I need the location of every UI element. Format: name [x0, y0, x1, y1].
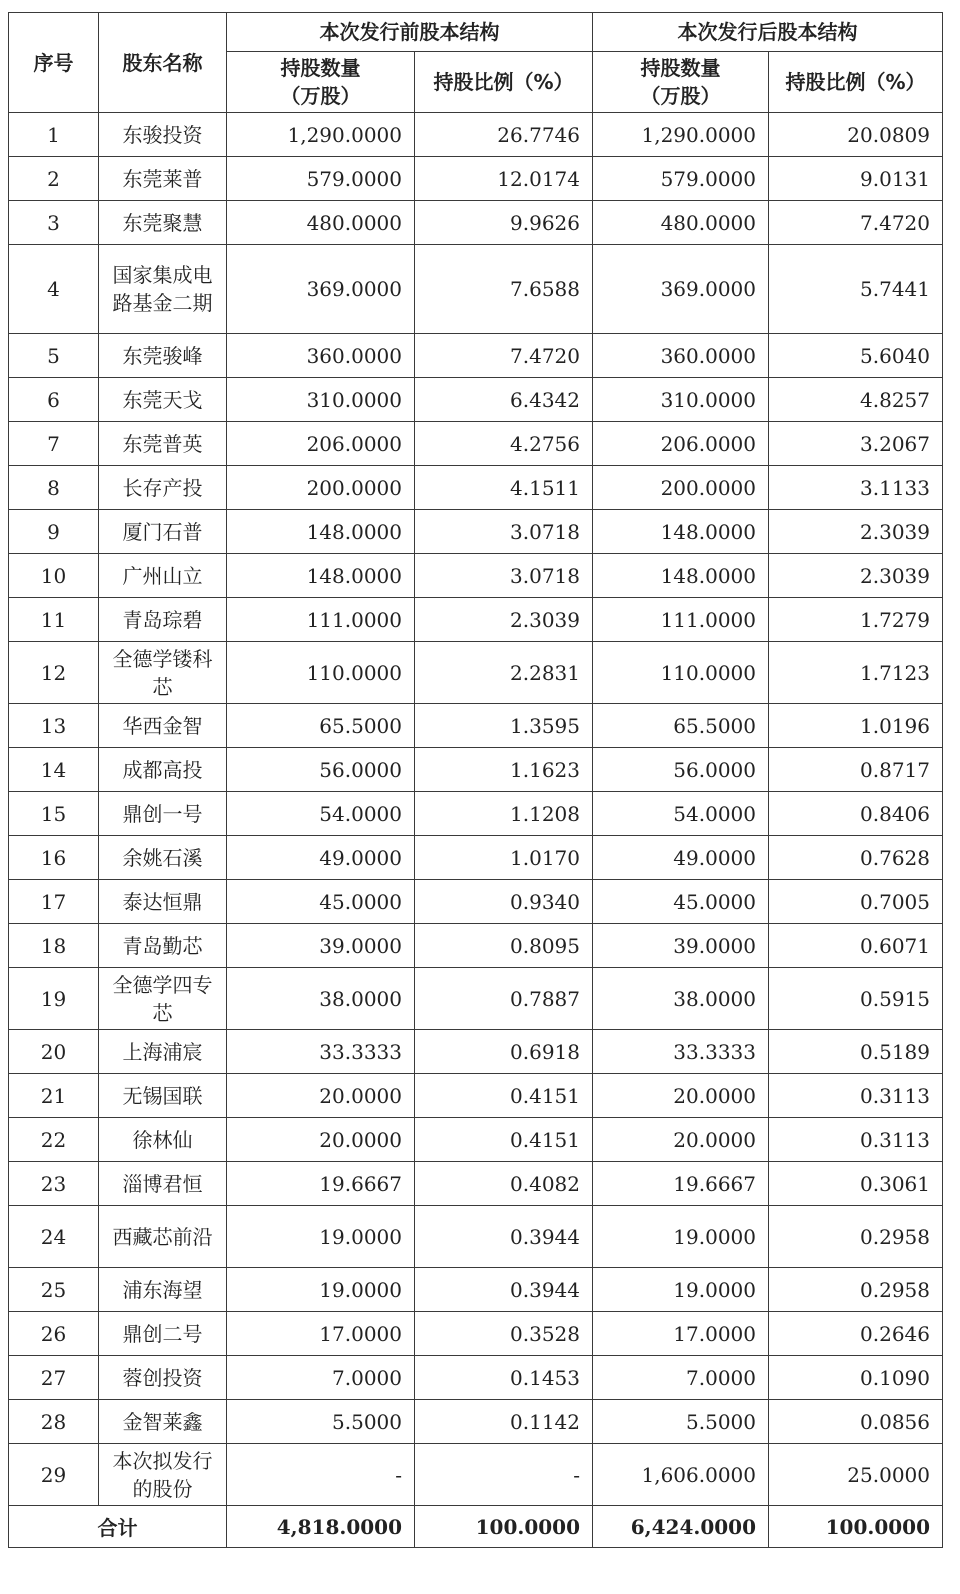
row-after-shares: 17.0000	[593, 1312, 769, 1356]
row-before-ratio: 26.7746	[415, 113, 593, 157]
row-before-shares: 369.0000	[227, 245, 415, 334]
row-seq: 22	[9, 1118, 99, 1162]
row-seq: 23	[9, 1162, 99, 1206]
row-after-shares: 480.0000	[593, 201, 769, 245]
row-seq: 10	[9, 554, 99, 598]
row-shareholder-name: 余姚石溪	[99, 836, 227, 880]
row-shareholder-name: 上海浦宸	[99, 1030, 227, 1074]
row-before-shares: 1,290.0000	[227, 113, 415, 157]
total-after-ratio: 100.0000	[769, 1506, 943, 1548]
row-after-ratio: 7.4720	[769, 201, 943, 245]
col-header-seq: 序号	[9, 13, 99, 113]
row-after-shares: 148.0000	[593, 510, 769, 554]
row-before-ratio: 0.3944	[415, 1268, 593, 1312]
row-shareholder-name: 华西金智	[99, 704, 227, 748]
row-before-ratio: 6.4342	[415, 378, 593, 422]
row-shareholder-name: 无锡国联	[99, 1074, 227, 1118]
row-after-shares: 19.0000	[593, 1206, 769, 1268]
row-seq: 24	[9, 1206, 99, 1268]
table-row	[9, 1162, 943, 1206]
row-after-shares: 360.0000	[593, 334, 769, 378]
row-shareholder-name: 鼎创二号	[99, 1312, 227, 1356]
row-after-shares: 148.0000	[593, 554, 769, 598]
table-row	[9, 378, 943, 422]
row-shareholder-name: 国家集成电路基金二期	[99, 245, 227, 334]
row-shareholder-name: 鼎创一号	[99, 792, 227, 836]
row-after-shares: 200.0000	[593, 466, 769, 510]
row-before-ratio: 1.3595	[415, 704, 593, 748]
row-before-ratio: 0.1453	[415, 1356, 593, 1400]
row-before-shares: 39.0000	[227, 924, 415, 968]
row-before-shares: 54.0000	[227, 792, 415, 836]
row-before-ratio: 0.4082	[415, 1162, 593, 1206]
row-before-ratio: 7.6588	[415, 245, 593, 334]
row-seq: 16	[9, 836, 99, 880]
row-after-shares: 579.0000	[593, 157, 769, 201]
table-row	[9, 880, 943, 924]
row-after-ratio: 2.3039	[769, 554, 943, 598]
row-after-shares: 20.0000	[593, 1074, 769, 1118]
table-row	[9, 422, 943, 466]
group-header-before: 本次发行前股本结构	[227, 13, 593, 52]
row-after-ratio: 0.8406	[769, 792, 943, 836]
row-after-ratio: 0.2646	[769, 1312, 943, 1356]
row-seq: 25	[9, 1268, 99, 1312]
row-after-ratio: 3.2067	[769, 422, 943, 466]
row-after-ratio: 1.7279	[769, 598, 943, 642]
row-before-ratio: 0.4151	[415, 1074, 593, 1118]
row-before-ratio: 0.6918	[415, 1030, 593, 1074]
row-before-shares: 110.0000	[227, 642, 415, 704]
table-row	[9, 510, 943, 554]
row-seq: 13	[9, 704, 99, 748]
row-before-shares: 206.0000	[227, 422, 415, 466]
row-seq: 28	[9, 1400, 99, 1444]
row-before-ratio: 0.3528	[415, 1312, 593, 1356]
table-row	[9, 157, 943, 201]
row-after-ratio: 0.2958	[769, 1268, 943, 1312]
row-before-shares: 360.0000	[227, 334, 415, 378]
row-shareholder-name: 泰达恒鼎	[99, 880, 227, 924]
row-after-shares: 5.5000	[593, 1400, 769, 1444]
row-before-ratio: 4.2756	[415, 422, 593, 466]
row-seq: 3	[9, 201, 99, 245]
row-before-shares: 56.0000	[227, 748, 415, 792]
table-row	[9, 1444, 943, 1506]
row-after-ratio: 0.3113	[769, 1118, 943, 1162]
table-row	[9, 1206, 943, 1268]
col-header-before-shares: 持股数量（万股）	[227, 52, 415, 113]
table-row	[9, 1356, 943, 1400]
row-before-shares: -	[227, 1444, 415, 1506]
row-before-ratio: 1.1208	[415, 792, 593, 836]
table-row	[9, 201, 943, 245]
row-after-shares: 56.0000	[593, 748, 769, 792]
row-before-shares: 17.0000	[227, 1312, 415, 1356]
row-before-shares: 19.6667	[227, 1162, 415, 1206]
table-row	[9, 334, 943, 378]
row-shareholder-name: 浦东海望	[99, 1268, 227, 1312]
row-seq: 18	[9, 924, 99, 968]
row-after-ratio: 2.3039	[769, 510, 943, 554]
table-row	[9, 245, 943, 334]
row-before-shares: 20.0000	[227, 1074, 415, 1118]
row-before-shares: 310.0000	[227, 378, 415, 422]
total-before-ratio: 100.0000	[415, 1506, 593, 1548]
table-row	[9, 1030, 943, 1074]
row-before-shares: 5.5000	[227, 1400, 415, 1444]
shareholding-table	[8, 12, 943, 1548]
row-before-shares: 38.0000	[227, 968, 415, 1030]
table-row	[9, 748, 943, 792]
row-after-ratio: 0.7005	[769, 880, 943, 924]
table-row	[9, 1268, 943, 1312]
row-before-shares: 45.0000	[227, 880, 415, 924]
row-after-ratio: 0.6071	[769, 924, 943, 968]
row-after-ratio: 0.0856	[769, 1400, 943, 1444]
row-before-ratio: 12.0174	[415, 157, 593, 201]
total-after-shares: 6,424.0000	[593, 1506, 769, 1548]
row-after-ratio: 0.5189	[769, 1030, 943, 1074]
row-seq: 12	[9, 642, 99, 704]
row-shareholder-name: 长存产投	[99, 466, 227, 510]
row-before-ratio: 2.3039	[415, 598, 593, 642]
row-seq: 8	[9, 466, 99, 510]
table-row	[9, 792, 943, 836]
table-row	[9, 554, 943, 598]
row-seq: 26	[9, 1312, 99, 1356]
row-after-ratio: 25.0000	[769, 1444, 943, 1506]
row-shareholder-name: 成都高投	[99, 748, 227, 792]
row-after-shares: 110.0000	[593, 642, 769, 704]
row-after-ratio: 4.8257	[769, 378, 943, 422]
row-after-ratio: 0.1090	[769, 1356, 943, 1400]
row-after-ratio: 20.0809	[769, 113, 943, 157]
group-header-after: 本次发行后股本结构	[593, 13, 943, 52]
table-row	[9, 704, 943, 748]
row-seq: 6	[9, 378, 99, 422]
row-before-ratio: 1.1623	[415, 748, 593, 792]
row-shareholder-name: 青岛勤芯	[99, 924, 227, 968]
row-shareholder-name: 徐林仙	[99, 1118, 227, 1162]
total-label: 合计	[9, 1506, 227, 1548]
row-after-shares: 19.6667	[593, 1162, 769, 1206]
row-shareholder-name: 青岛琮碧	[99, 598, 227, 642]
total-row	[9, 1506, 943, 1548]
row-shareholder-name: 东莞聚慧	[99, 201, 227, 245]
col-header-before-ratio: 持股比例（%）	[415, 52, 593, 113]
table-body	[9, 113, 943, 1548]
row-before-shares: 19.0000	[227, 1206, 415, 1268]
row-after-shares: 39.0000	[593, 924, 769, 968]
row-before-shares: 7.0000	[227, 1356, 415, 1400]
row-before-ratio: -	[415, 1444, 593, 1506]
row-before-ratio: 7.4720	[415, 334, 593, 378]
row-after-shares: 310.0000	[593, 378, 769, 422]
row-after-shares: 33.3333	[593, 1030, 769, 1074]
row-before-ratio: 0.3944	[415, 1206, 593, 1268]
table-row	[9, 1400, 943, 1444]
row-before-shares: 148.0000	[227, 510, 415, 554]
row-after-shares: 1,290.0000	[593, 113, 769, 157]
row-after-ratio: 0.5915	[769, 968, 943, 1030]
row-before-shares: 20.0000	[227, 1118, 415, 1162]
row-after-shares: 54.0000	[593, 792, 769, 836]
row-seq: 20	[9, 1030, 99, 1074]
col-header-name: 股东名称	[99, 13, 227, 113]
row-before-ratio: 9.9626	[415, 201, 593, 245]
row-after-shares: 369.0000	[593, 245, 769, 334]
table-row	[9, 1074, 943, 1118]
row-before-ratio: 3.0718	[415, 554, 593, 598]
row-shareholder-name: 淄博君恒	[99, 1162, 227, 1206]
row-seq: 4	[9, 245, 99, 334]
row-after-shares: 1,606.0000	[593, 1444, 769, 1506]
row-before-shares: 148.0000	[227, 554, 415, 598]
row-after-shares: 49.0000	[593, 836, 769, 880]
table-row	[9, 466, 943, 510]
table-row	[9, 924, 943, 968]
table-row	[9, 642, 943, 704]
row-shareholder-name: 东骏投资	[99, 113, 227, 157]
row-after-ratio: 0.2958	[769, 1206, 943, 1268]
row-after-ratio: 0.3061	[769, 1162, 943, 1206]
row-after-ratio: 9.0131	[769, 157, 943, 201]
row-after-ratio: 0.7628	[769, 836, 943, 880]
row-after-shares: 65.5000	[593, 704, 769, 748]
row-after-ratio: 0.8717	[769, 748, 943, 792]
row-shareholder-name: 厦门石普	[99, 510, 227, 554]
row-before-ratio: 2.2831	[415, 642, 593, 704]
row-seq: 17	[9, 880, 99, 924]
row-seq: 27	[9, 1356, 99, 1400]
row-before-ratio: 3.0718	[415, 510, 593, 554]
total-before-shares: 4,818.0000	[227, 1506, 415, 1548]
row-seq: 29	[9, 1444, 99, 1506]
row-after-shares: 206.0000	[593, 422, 769, 466]
row-after-shares: 19.0000	[593, 1268, 769, 1312]
row-after-ratio: 0.3113	[769, 1074, 943, 1118]
table-row	[9, 968, 943, 1030]
row-before-ratio: 0.8095	[415, 924, 593, 968]
row-before-shares: 49.0000	[227, 836, 415, 880]
row-shareholder-name: 东莞普英	[99, 422, 227, 466]
row-shareholder-name: 金智莱鑫	[99, 1400, 227, 1444]
row-seq: 21	[9, 1074, 99, 1118]
row-shareholder-name: 东莞天戈	[99, 378, 227, 422]
row-before-shares: 33.3333	[227, 1030, 415, 1074]
table-row	[9, 1312, 943, 1356]
row-before-ratio: 4.1511	[415, 466, 593, 510]
col-header-after-ratio: 持股比例（%）	[769, 52, 943, 113]
row-after-ratio: 5.7441	[769, 245, 943, 334]
row-seq: 5	[9, 334, 99, 378]
row-after-shares: 20.0000	[593, 1118, 769, 1162]
row-seq: 15	[9, 792, 99, 836]
row-after-shares: 45.0000	[593, 880, 769, 924]
row-after-shares: 7.0000	[593, 1356, 769, 1400]
table-row	[9, 598, 943, 642]
row-after-ratio: 5.6040	[769, 334, 943, 378]
row-shareholder-name: 本次拟发行的股份	[99, 1444, 227, 1506]
row-after-ratio: 1.0196	[769, 704, 943, 748]
row-shareholder-name: 全德学四专芯	[99, 968, 227, 1030]
col-header-after-shares: 持股数量（万股）	[593, 52, 769, 113]
row-seq: 9	[9, 510, 99, 554]
row-shareholder-name: 蓉创投资	[99, 1356, 227, 1400]
row-shareholder-name: 东莞骏峰	[99, 334, 227, 378]
row-shareholder-name: 东莞莱普	[99, 157, 227, 201]
row-seq: 11	[9, 598, 99, 642]
row-before-shares: 65.5000	[227, 704, 415, 748]
row-before-shares: 480.0000	[227, 201, 415, 245]
row-before-ratio: 0.9340	[415, 880, 593, 924]
row-shareholder-name: 全德学镂科芯	[99, 642, 227, 704]
row-after-ratio: 1.7123	[769, 642, 943, 704]
row-before-ratio: 1.0170	[415, 836, 593, 880]
row-seq: 19	[9, 968, 99, 1030]
row-before-ratio: 0.4151	[415, 1118, 593, 1162]
row-before-ratio: 0.7887	[415, 968, 593, 1030]
row-seq: 1	[9, 113, 99, 157]
row-shareholder-name: 广州山立	[99, 554, 227, 598]
row-seq: 14	[9, 748, 99, 792]
row-seq: 7	[9, 422, 99, 466]
row-before-shares: 111.0000	[227, 598, 415, 642]
row-before-shares: 200.0000	[227, 466, 415, 510]
row-before-ratio: 0.1142	[415, 1400, 593, 1444]
row-after-shares: 111.0000	[593, 598, 769, 642]
row-after-ratio: 3.1133	[769, 466, 943, 510]
row-before-shares: 579.0000	[227, 157, 415, 201]
row-seq: 2	[9, 157, 99, 201]
table-row	[9, 113, 943, 157]
row-after-shares: 38.0000	[593, 968, 769, 1030]
row-before-shares: 19.0000	[227, 1268, 415, 1312]
table-row	[9, 1118, 943, 1162]
row-shareholder-name: 西藏芯前沿	[99, 1206, 227, 1268]
table-row	[9, 836, 943, 880]
